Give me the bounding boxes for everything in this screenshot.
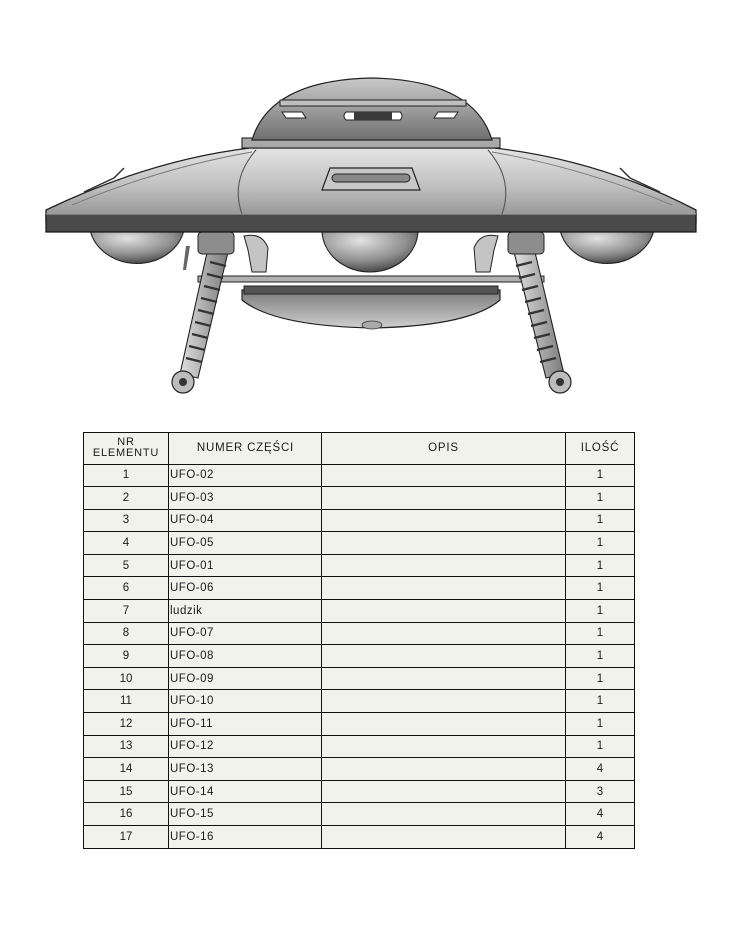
cell-quantity: 1 [566, 713, 635, 736]
table-row [84, 667, 635, 690]
cell-description [322, 622, 566, 645]
table-header-row [84, 433, 635, 465]
table-row [84, 577, 635, 600]
cell-quantity: 4 [566, 803, 635, 826]
cell-item-number: 15 [84, 780, 169, 803]
table-row [84, 780, 635, 803]
cell-description [322, 577, 566, 600]
cell-part-number: UFO-14 [169, 780, 322, 803]
cell-quantity: 1 [566, 487, 635, 510]
bracket-left [244, 235, 268, 272]
cell-item-number: 13 [84, 735, 169, 758]
cell-description [322, 690, 566, 713]
cell-quantity: 1 [566, 645, 635, 668]
table-row [84, 509, 635, 532]
cell-part-number: UFO-03 [169, 487, 322, 510]
header-item-number [84, 433, 169, 465]
ufo-hull [46, 148, 696, 232]
cell-item-number: 17 [84, 826, 169, 849]
cell-item-number: 6 [84, 577, 169, 600]
bracket-right [474, 235, 498, 272]
cell-part-number: UFO-15 [169, 803, 322, 826]
table-row [84, 690, 635, 713]
ufo-assembly-drawing [0, 0, 744, 410]
table-row [84, 826, 635, 849]
table-row [84, 600, 635, 623]
table-body [84, 464, 635, 848]
ufo-strut [198, 276, 544, 282]
cell-item-number: 10 [84, 667, 169, 690]
cell-part-number: UFO-02 [169, 464, 322, 487]
cell-item-number: 1 [84, 464, 169, 487]
cell-description [322, 487, 566, 510]
cell-item-number: 2 [84, 487, 169, 510]
cell-description [322, 758, 566, 781]
table-row [84, 464, 635, 487]
cell-part-number: UFO-11 [169, 713, 322, 736]
cell-description [322, 735, 566, 758]
cell-quantity: 1 [566, 600, 635, 623]
cell-quantity: 4 [566, 826, 635, 849]
cell-item-number: 7 [84, 600, 169, 623]
cell-quantity: 1 [566, 667, 635, 690]
cell-item-number: 16 [84, 803, 169, 826]
table-row [84, 622, 635, 645]
cell-quantity: 1 [566, 509, 635, 532]
table-row [84, 532, 635, 555]
cell-quantity: 4 [566, 758, 635, 781]
cell-description [322, 803, 566, 826]
cell-item-number: 3 [84, 509, 169, 532]
header-item-number-line1: NR [117, 436, 135, 449]
cell-description [322, 554, 566, 577]
table-row [84, 554, 635, 577]
cell-item-number: 12 [84, 713, 169, 736]
cell-part-number: UFO-07 [169, 622, 322, 645]
cell-quantity: 1 [566, 577, 635, 600]
cell-part-number: UFO-16 [169, 826, 322, 849]
cell-part-number: UFO-04 [169, 509, 322, 532]
cell-quantity: 3 [566, 780, 635, 803]
cell-description [322, 645, 566, 668]
cell-description [322, 509, 566, 532]
cell-part-number: UFO-13 [169, 758, 322, 781]
cell-item-number: 9 [84, 645, 169, 668]
header-quantity: ILOŚĆ [566, 433, 635, 465]
cell-part-number: UFO-01 [169, 554, 322, 577]
header-item-number-line2: ELEMENTU [92, 447, 160, 460]
cell-item-number: 14 [84, 758, 169, 781]
bill-of-materials-table [83, 432, 635, 849]
ufo-dome [242, 78, 500, 148]
cell-item-number: 4 [84, 532, 169, 555]
cell-description [322, 532, 566, 555]
sphere-center [322, 230, 418, 272]
cell-item-number: 8 [84, 622, 169, 645]
cell-description [322, 713, 566, 736]
cell-part-number: ludzik [169, 600, 322, 623]
landing-leg-right [508, 232, 571, 393]
cell-part-number: UFO-09 [169, 667, 322, 690]
cell-quantity: 1 [566, 690, 635, 713]
cell-part-number: UFO-12 [169, 735, 322, 758]
cell-item-number: 5 [84, 554, 169, 577]
cell-quantity: 1 [566, 735, 635, 758]
sphere-right [560, 230, 654, 263]
table-row [84, 758, 635, 781]
table-row [84, 487, 635, 510]
table-row [84, 645, 635, 668]
cell-quantity: 1 [566, 622, 635, 645]
cell-part-number: UFO-05 [169, 532, 322, 555]
cell-item-number: 11 [84, 690, 169, 713]
cell-description [322, 600, 566, 623]
table-row [84, 803, 635, 826]
cell-description [322, 464, 566, 487]
cell-quantity: 1 [566, 554, 635, 577]
landing-leg-left [172, 232, 234, 393]
sphere-left [90, 230, 184, 263]
cell-description [322, 667, 566, 690]
cell-part-number: UFO-06 [169, 577, 322, 600]
cell-part-number: UFO-08 [169, 645, 322, 668]
ufo-bottom-disc [242, 286, 500, 329]
cell-description [322, 826, 566, 849]
header-part-number: NUMER CZĘŚCI [169, 433, 322, 465]
cell-description [322, 780, 566, 803]
table-row [84, 713, 635, 736]
cell-quantity: 1 [566, 532, 635, 555]
table-row [84, 735, 635, 758]
header-description: OPIS [322, 433, 566, 465]
cell-part-number: UFO-10 [169, 690, 322, 713]
cell-quantity: 1 [566, 464, 635, 487]
